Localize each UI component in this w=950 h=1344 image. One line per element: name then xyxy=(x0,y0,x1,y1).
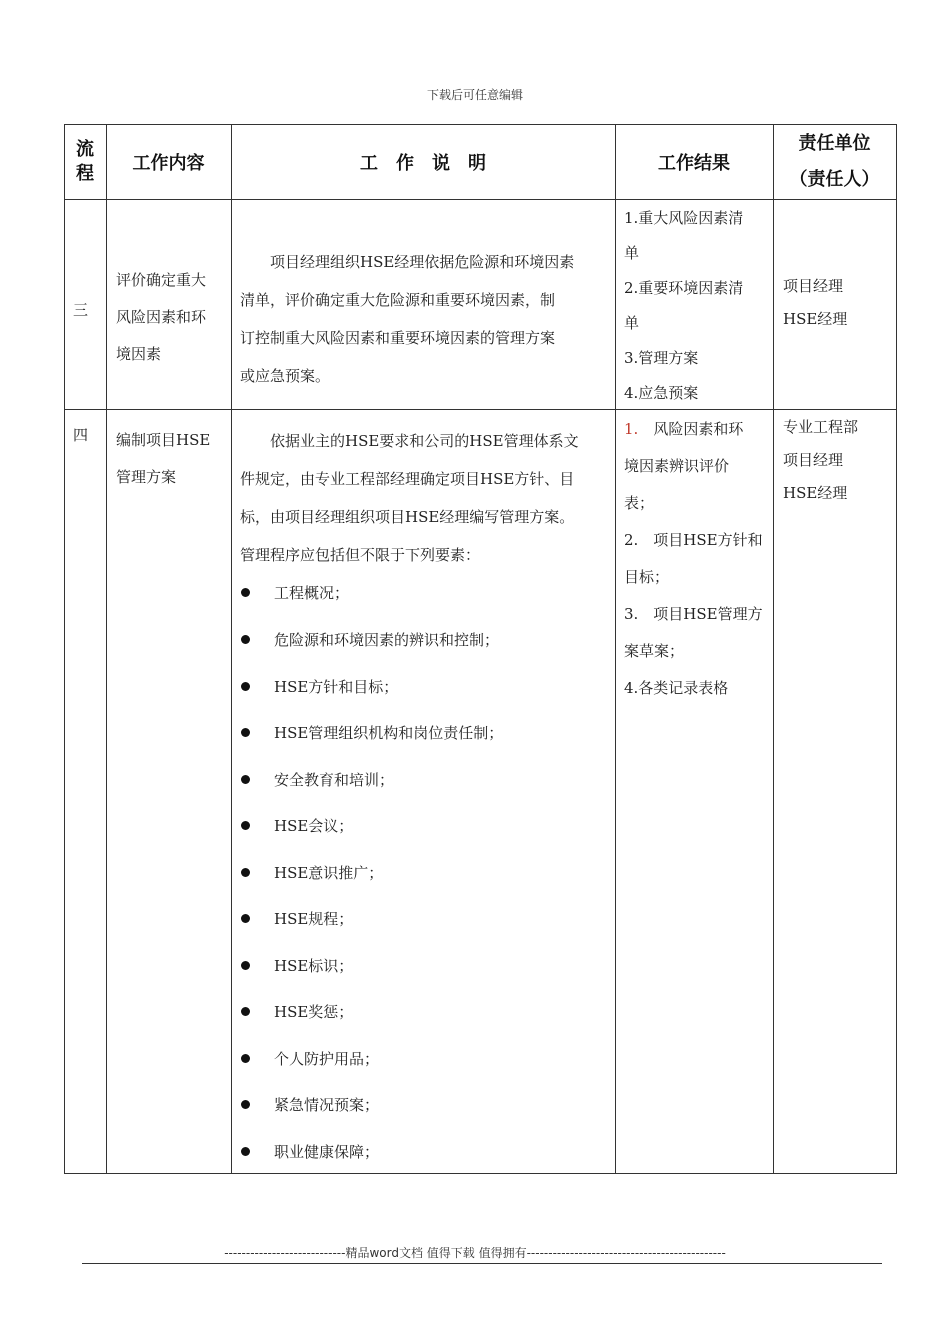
bullet-icon xyxy=(241,635,250,644)
bullet-icon xyxy=(241,1100,250,1109)
row3-result: 1.重大风险因素清 单 2.重要环境因素清 单 3.管理方案 4.应急预案 xyxy=(624,209,744,402)
row4-result: 1. 风险因素和环 境因素辨识评价 表； 2. 项目HSE方针和 目标； 3. 项目HSE管理方 案草案； 4.各类记录表格 xyxy=(624,420,763,697)
row3-description: 项目经理组织HSE经理依据危险源和环境因素 清单，评价确定重大危险源和重要环境因素，制 订控制重大风险因素和重要环境因素的管理方案 或应急预案。 xyxy=(240,253,575,385)
footer-divider xyxy=(82,1263,882,1264)
header-result: 工作结果 xyxy=(658,152,730,174)
bullet-icon xyxy=(241,588,250,597)
bullet-icon xyxy=(241,961,250,970)
list-item: 危险源和环境因素的辨识和控制； xyxy=(241,629,499,650)
bullet-icon xyxy=(241,1007,250,1016)
bullet-icon xyxy=(241,728,250,737)
list-item: 工程概况； xyxy=(241,582,349,603)
bullet-icon xyxy=(241,868,250,877)
list-item: 安全教育和培训； xyxy=(241,769,394,790)
header-description: 工 作 说 明 xyxy=(360,152,486,174)
header-note: 下载后可任意编辑 xyxy=(426,88,523,102)
list-item: HSE方针和目标； xyxy=(241,676,398,697)
page-footer: ----------------------------精品word文档 值得下载 值得拥有---------------------------------------------- xyxy=(224,1246,726,1260)
header-flow: 流 程 xyxy=(76,138,94,184)
list-item: HSE管理组织机构和岗位责任制； xyxy=(241,722,503,743)
bullet-icon xyxy=(241,914,250,923)
list-item: HSE意识推广； xyxy=(241,862,383,883)
bullet-icon xyxy=(241,682,250,691)
row4-description: 依据业主的HSE要求和公司的HSE管理体系文 件规定，由专业工程部经理确定项目HSE方针、目 标，由项目经理组织项目HSE经理编写管理方案。 管理程序应包括但不限于下列要素： xyxy=(240,432,579,564)
row3-responsible: 项目经理 HSE经理 xyxy=(783,277,848,328)
row4-flow: 四 xyxy=(73,426,89,444)
row3-flow: 三 xyxy=(73,301,89,319)
bullet-icon xyxy=(241,1147,250,1156)
bullet-icon xyxy=(241,1054,250,1063)
header-responsible: 责任单位 （责任人） xyxy=(789,132,880,190)
list-item: HSE规程； xyxy=(241,908,353,929)
header-content: 工作内容 xyxy=(132,152,205,174)
list-item: HSE会议； xyxy=(241,815,353,836)
bullet-icon xyxy=(241,821,250,830)
row3-content: 评价确定重大 风险因素和环 境因素 xyxy=(116,271,207,363)
row4-content: 编制项目HSE 管理方案 xyxy=(116,431,211,486)
list-item: HSE标识； xyxy=(241,955,353,976)
bullet-icon xyxy=(241,775,250,784)
list-item: 紧急情况预案； xyxy=(241,1094,379,1115)
list-item: 个人防护用品； xyxy=(241,1048,379,1069)
list-item: HSE奖惩； xyxy=(241,1001,353,1022)
row4-responsible: 专业工程部 项目经理 HSE经理 xyxy=(783,418,859,502)
list-item: 职业健康保障； xyxy=(241,1141,379,1162)
